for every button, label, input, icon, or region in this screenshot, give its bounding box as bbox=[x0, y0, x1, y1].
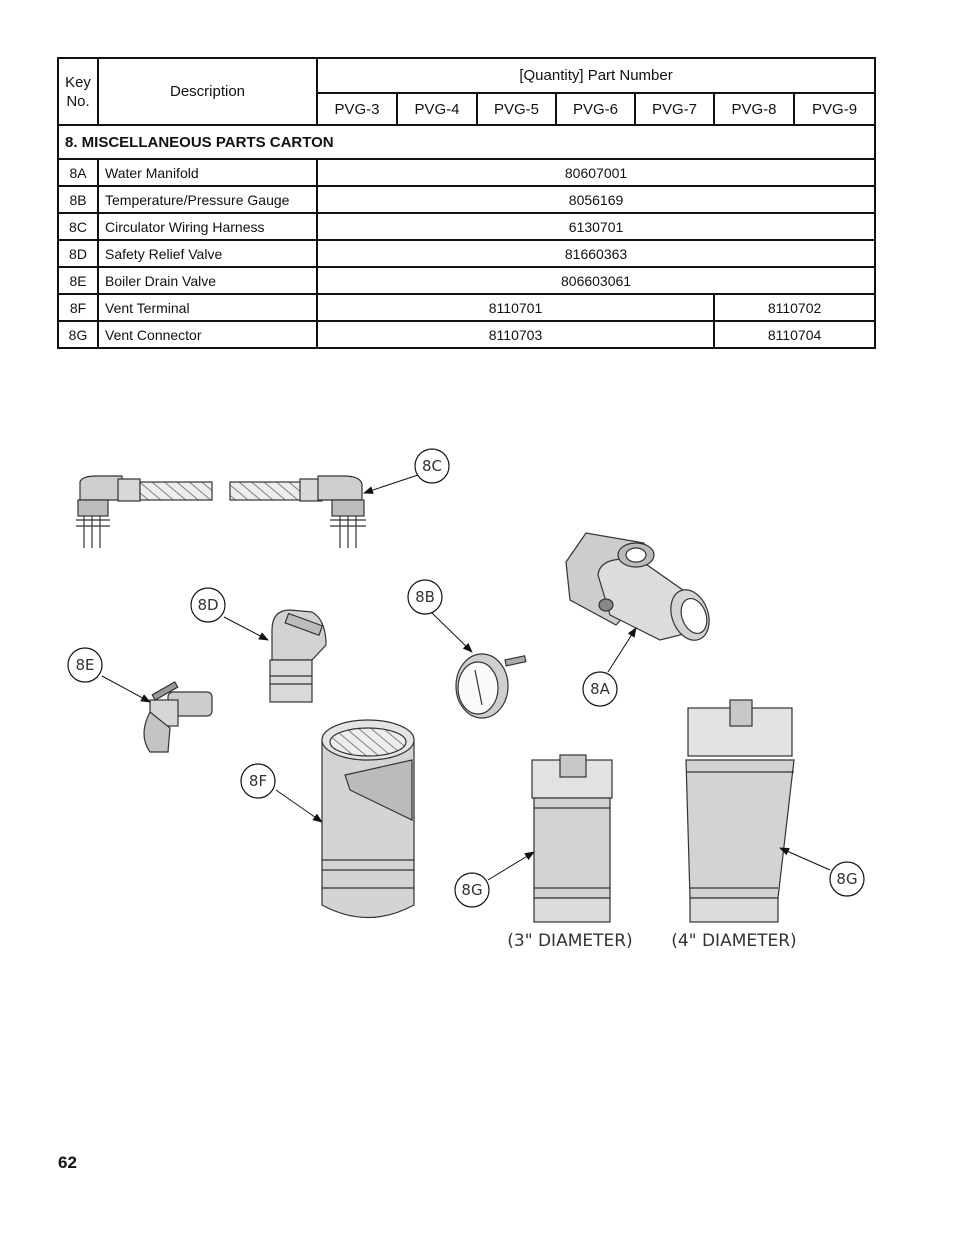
drain-valve-drawing bbox=[144, 682, 212, 752]
callout-label-8b: 8B bbox=[415, 588, 435, 606]
callout-label-8f: 8F bbox=[248, 772, 268, 790]
part-cell: 80607001 bbox=[317, 159, 875, 186]
part-cell: 8110701 bbox=[317, 294, 714, 321]
vent-connector-4in-drawing bbox=[686, 700, 794, 922]
desc-cell: Boiler Drain Valve bbox=[98, 267, 317, 294]
key-cell: 8A bbox=[58, 159, 98, 186]
key-cell: 8D bbox=[58, 240, 98, 267]
part-cell: 8110704 bbox=[714, 321, 875, 348]
part-cell: 6130701 bbox=[317, 213, 875, 240]
gauge-drawing bbox=[456, 654, 526, 718]
model-header: PVG-8 bbox=[714, 93, 794, 125]
callout-label-8d: 8D bbox=[197, 596, 219, 614]
part-cell: 8110702 bbox=[714, 294, 875, 321]
wiring-harness-drawing bbox=[76, 476, 366, 548]
key-cell: 8G bbox=[58, 321, 98, 348]
page-number: 62 bbox=[58, 1153, 77, 1172]
model-header: PVG-4 bbox=[397, 93, 477, 125]
key-cell: 8E bbox=[58, 267, 98, 294]
callout-label-8a: 8A bbox=[590, 680, 610, 698]
part-cell: 8056169 bbox=[317, 186, 875, 213]
desc-cell: Circulator Wiring Harness bbox=[98, 213, 317, 240]
section-title: 8. MISCELLANEOUS PARTS CARTON bbox=[58, 125, 875, 159]
key-cell: 8B bbox=[58, 186, 98, 213]
model-header: PVG-3 bbox=[317, 93, 397, 125]
callout-label-8g: 8G bbox=[836, 870, 858, 888]
diameter-label-4in: (4" DIAMETER) bbox=[671, 931, 797, 951]
description-header: Description bbox=[98, 58, 317, 125]
vent-terminal-drawing bbox=[322, 720, 414, 918]
desc-cell: Water Manifold bbox=[98, 159, 317, 186]
key-cell: 8C bbox=[58, 213, 98, 240]
desc-cell: Vent Connector bbox=[98, 321, 317, 348]
desc-cell: Safety Relief Valve bbox=[98, 240, 317, 267]
water-manifold-drawing bbox=[566, 533, 716, 646]
model-header: PVG-7 bbox=[635, 93, 714, 125]
part-cell: 8110703 bbox=[317, 321, 714, 348]
callout-label-8c: 8C bbox=[421, 457, 443, 475]
model-header: PVG-6 bbox=[556, 93, 635, 125]
callout-label-8e: 8E bbox=[75, 656, 95, 674]
callout-label-8g: 8G bbox=[461, 881, 483, 899]
model-header: PVG-9 bbox=[794, 93, 875, 125]
part-number-header: [Quantity] Part Number bbox=[317, 58, 875, 93]
vent-connector-3in-drawing bbox=[532, 755, 612, 922]
desc-cell: Vent Terminal bbox=[98, 294, 317, 321]
desc-cell: Temperature/Pressure Gauge bbox=[98, 186, 317, 213]
part-cell: 81660363 bbox=[317, 240, 875, 267]
part-cell: 806603061 bbox=[317, 267, 875, 294]
key-no-header: Key No. bbox=[58, 58, 98, 125]
relief-valve-drawing bbox=[270, 610, 326, 702]
diameter-label-3in: (3" DIAMETER) bbox=[507, 931, 633, 951]
model-header: PVG-5 bbox=[477, 93, 556, 125]
key-cell: 8F bbox=[58, 294, 98, 321]
